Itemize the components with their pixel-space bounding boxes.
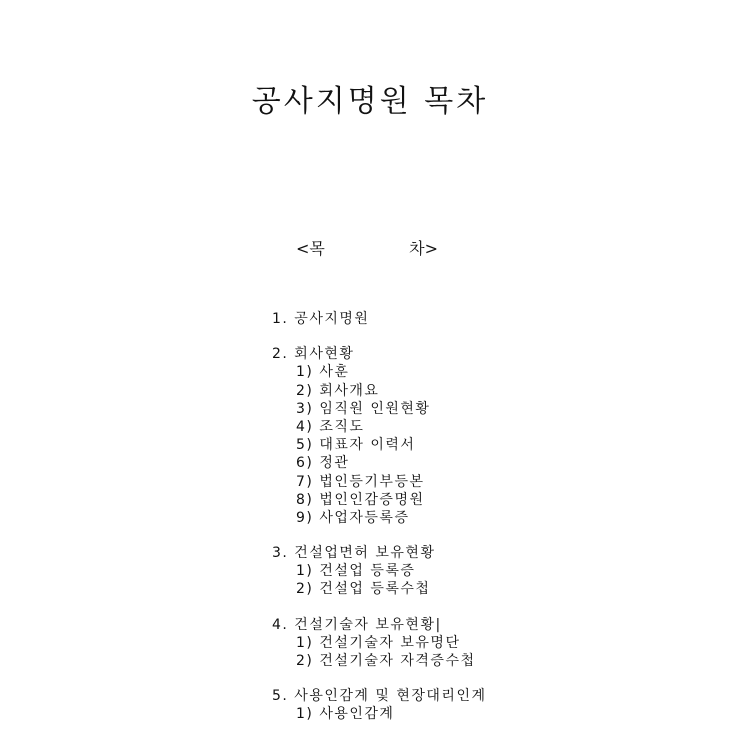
subtitle-left: <목 [296,239,325,258]
toc-heading: 1. 공사지명원 [272,311,370,327]
toc-item: 1) 건설기술자 보유명단 [296,634,461,651]
toc-section [272,544,487,599]
toc-item: 6) 정관 [296,455,350,472]
toc-item: 4) 조직도 [296,418,365,435]
toc-subtitle [296,236,438,259]
toc-item: 2) 건설기술자 자격증수첩 [296,653,476,669]
toc-item: 5) 대표자 이력서 [296,437,416,454]
toc-section [272,687,487,723]
toc-section [272,310,487,328]
toc-item: 8) 법인인감증명원 [296,491,425,508]
toc-heading: 3. 건설업면허 보유현황 [272,545,436,562]
toc-item: 9) 사업자등록증 [296,509,410,526]
document-title: 공사지명원 목차 [251,84,489,119]
toc-item: 3) 임직원 인원현황 [296,400,431,417]
toc-heading: 4. 건설기술자 보유현황| [272,616,442,633]
toc-item: 7) 법인등기부등본 [296,473,425,490]
toc-item: 2) 건설업 등록수첩 [296,581,431,598]
toc-heading: 2. 회사현황 [272,346,355,363]
toc-item: 1) 사훈 [296,364,350,381]
toc-item: 1) 건설업 등록증 [296,563,416,580]
table-of-contents [272,310,487,741]
toc-item: 1) 사용인감계 [296,706,395,723]
toc-section [272,345,487,527]
toc-item: 2) 회사개요 [296,382,380,399]
toc-section [272,616,487,671]
subtitle-right: 차> [409,239,438,258]
toc-heading: 5. 사용인감계 및 현장대리인계 [272,688,487,705]
